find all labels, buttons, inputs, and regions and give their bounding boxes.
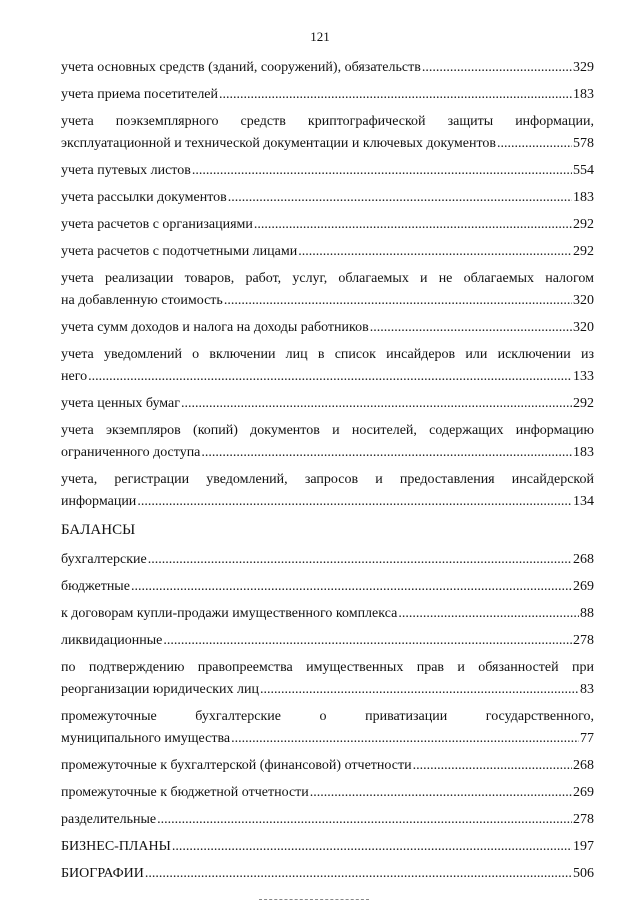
entry-text: промежуточные к бухгалтерской (финансовой) отчетности	[61, 758, 412, 773]
page-ref: 578	[573, 136, 594, 151]
index-entry-top	[61, 863, 594, 885]
dot-leader	[254, 214, 572, 236]
dot-leader	[145, 863, 572, 885]
entry-text: учета приема посетителей	[61, 87, 219, 102]
entry-text: него	[61, 369, 88, 384]
entry-text-line: по подтверждению правопреемства имущественных прав и обязанностей при	[61, 660, 594, 675]
index-entry	[61, 187, 594, 209]
dot-leader	[310, 782, 572, 804]
page-ref: 183	[573, 87, 594, 102]
dot-leader	[201, 442, 572, 464]
entry-text: реорганизации юридических лиц	[61, 682, 260, 697]
page-ref: 77	[580, 731, 594, 746]
scan-artifact-line	[259, 899, 369, 900]
dot-leader	[163, 630, 572, 652]
entry-text: к договорам купли-продажи имущественного комплекса	[61, 606, 398, 621]
dot-leader	[219, 84, 572, 106]
entry-text: БИОГРАФИИ	[61, 866, 144, 881]
entry-text: бюджетные	[61, 579, 130, 594]
entry-text-line: учета уведомлений о включении лиц в список инсайдеров или исключении из	[61, 347, 594, 362]
entry-text: разделительные	[61, 812, 157, 827]
dot-leader	[422, 57, 572, 79]
dot-leader	[192, 160, 572, 182]
dot-leader	[370, 317, 572, 339]
page-ref: 278	[573, 633, 594, 648]
index-entry	[61, 630, 594, 652]
index-entry	[61, 576, 594, 598]
dot-leader	[131, 576, 572, 598]
index-entry	[61, 241, 594, 263]
entry-text: учета путевых листов	[61, 163, 191, 178]
page-ref: 292	[573, 217, 594, 232]
index-entry	[61, 317, 594, 339]
entry-text: информации	[61, 494, 137, 509]
page-ref: 292	[573, 396, 594, 411]
dot-leader	[157, 809, 572, 831]
index-entry	[61, 160, 594, 182]
index-entry	[61, 420, 594, 464]
page-ref: 320	[573, 320, 594, 335]
index-entry	[61, 469, 594, 513]
page-ref: 133	[573, 369, 594, 384]
index-entry	[61, 268, 594, 312]
entry-text: на добавленную стоимость	[61, 293, 223, 308]
entry-text: учета ценных бумаг	[61, 396, 180, 411]
page-ref: 134	[573, 494, 594, 509]
entry-text: учета основных средств (зданий, сооружений), обязательств	[61, 60, 421, 75]
index-entry	[61, 657, 594, 701]
index-entry	[61, 706, 594, 750]
page-ref: 183	[573, 190, 594, 205]
dot-leader	[137, 491, 572, 513]
entry-text: ликвидационные	[61, 633, 163, 648]
entry-text-line: учета поэкземплярного средств криптографической защиты информации,	[61, 114, 594, 129]
index-entry	[61, 782, 594, 804]
index-entry	[61, 755, 594, 777]
page-ref: 320	[573, 293, 594, 308]
index-entry	[61, 84, 594, 106]
page-ref: 197	[573, 839, 594, 854]
index-entry	[61, 344, 594, 388]
entry-text: учета рассылки документов	[61, 190, 227, 205]
entry-text-line: промежуточные бухгалтерские о приватизации государственного,	[61, 709, 594, 724]
page-ref: 506	[573, 866, 594, 881]
entry-text: БИЗНЕС-ПЛАНЫ	[61, 839, 171, 854]
entry-text: промежуточные к бюджетной отчетности	[61, 785, 309, 800]
dot-leader	[172, 836, 572, 858]
entry-text: муниципального имущества	[61, 731, 231, 746]
entry-text: учета сумм доходов и налога на доходы работников	[61, 320, 369, 335]
dot-leader	[228, 187, 572, 209]
dot-leader	[148, 549, 572, 571]
dot-leader	[231, 728, 579, 750]
index-entry	[61, 57, 594, 79]
section-heading: БАЛАНСЫ	[61, 522, 136, 538]
page-ref: 554	[573, 163, 594, 178]
page-ref: 329	[573, 60, 594, 75]
entry-text: эксплуатационной и технической документации и ключевых документов	[61, 136, 497, 151]
dot-leader	[413, 755, 572, 777]
index-entries	[61, 57, 594, 890]
entry-text-line: учета экземпляров (копий) документов и носителей, содержащих информацию	[61, 423, 594, 438]
index-entry	[61, 393, 594, 415]
page-ref: 278	[573, 812, 594, 827]
dot-leader	[398, 603, 579, 625]
dot-leader	[298, 241, 572, 263]
page-ref: 88	[580, 606, 594, 621]
entry-text: бухгалтерские	[61, 552, 147, 567]
index-entry	[61, 809, 594, 831]
index-entry	[61, 549, 594, 571]
index-entry-top	[61, 836, 594, 858]
dot-leader	[88, 366, 572, 388]
entry-text: учета расчетов с подотчетными лицами	[61, 244, 298, 259]
index-entry	[61, 111, 594, 155]
page-ref: 83	[580, 682, 594, 697]
page-ref: 183	[573, 445, 594, 460]
index-entry	[61, 214, 594, 236]
dot-leader	[260, 679, 579, 701]
entry-text: учета расчетов с организациями	[61, 217, 253, 232]
dot-leader	[497, 133, 572, 155]
dot-leader	[181, 393, 572, 415]
page-ref: 268	[573, 552, 594, 567]
entry-text: ограниченного доступа	[61, 445, 201, 460]
entry-text-line: учета, регистрации уведомлений, запросов и предоставления инсайдерской	[61, 472, 594, 487]
page-ref: 292	[573, 244, 594, 259]
page-ref: 269	[573, 579, 594, 594]
page-ref: 269	[573, 785, 594, 800]
page-number: 121	[310, 29, 330, 44]
index-entry	[61, 603, 594, 625]
dot-leader	[224, 290, 572, 312]
entry-text-line: учета реализации товаров, работ, услуг, облагаемых и не облагаемых налогом	[61, 271, 594, 286]
page-ref: 268	[573, 758, 594, 773]
